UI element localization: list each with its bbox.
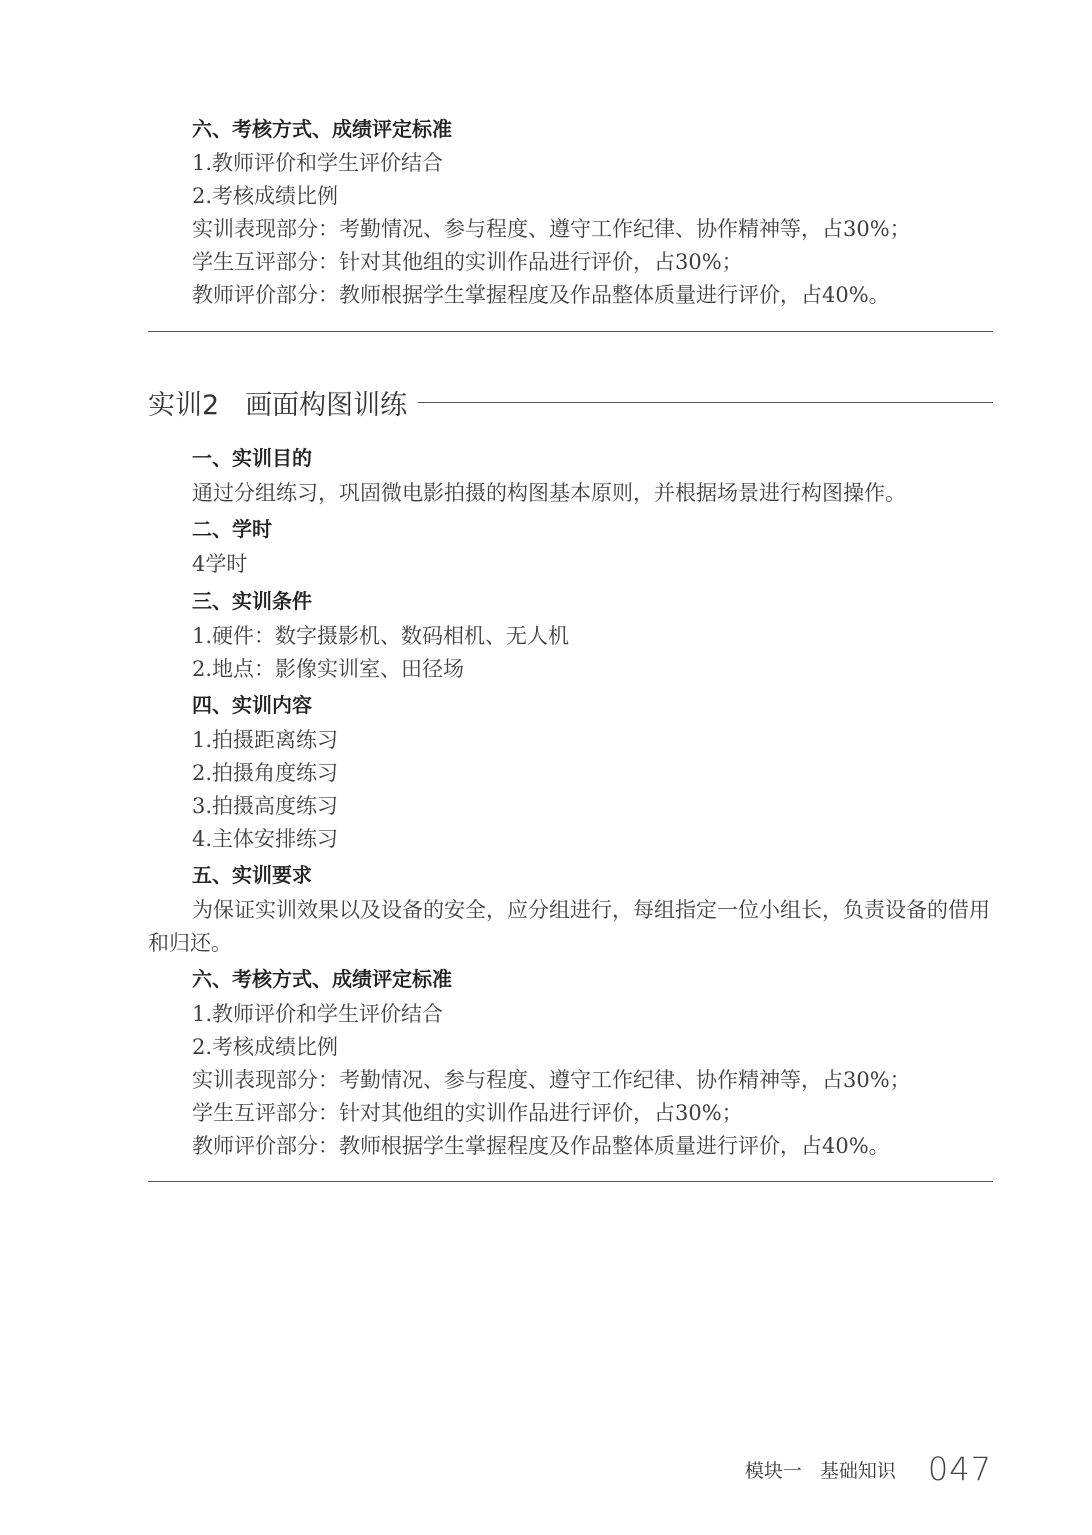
section-title [148,382,407,422]
content-line: 2.拍摄角度练习 [192,761,339,785]
assessment-line: 实训表现部分：考勤情况、参与程度、遵守工作纪律、协作精神等，占30%； [192,217,911,241]
content-line: 1.拍摄距离练习 [192,728,339,752]
conditions-heading: 三、实训条件 [192,589,312,613]
hours-heading: 二、学时 [192,517,272,541]
title-rule [418,402,993,403]
assessment-line: 1.教师评价和学生评价结合 [192,1002,444,1026]
objective-text: 通过分组练习，巩固微电影拍摄的构图基本原则，并根据场景进行构图操作。 [192,481,906,505]
page-number: 047 [927,1450,992,1488]
content-heading: 四、实训内容 [192,693,312,717]
footer-module: 模块一 [744,1459,802,1482]
objective-heading: 一、实训目的 [192,446,312,470]
assessment-heading: 六、考核方式、成绩评定标准 [192,967,452,991]
hours-text: 4学时 [192,552,248,576]
assessment-heading: 六、考核方式、成绩评定标准 [192,117,452,141]
assessment-line: 实训表现部分：考勤情况、参与程度、遵守工作纪律、协作精神等，占30%； [192,1068,911,1092]
requirements-text: 为保证实训效果以及设备的安全，应分组进行，每组指定一位小组长，负责设备的借用和归还。 [148,898,990,955]
content-line: 4.主体安排练习 [192,827,339,851]
assessment-line: 教师评价部分：教师根据学生掌握程度及作品整体质量进行评价，占40%。 [192,283,890,307]
assessment-line: 学生互评部分：针对其他组的实训作品进行评价，占30%； [192,1101,743,1125]
assessment-line: 2.考核成绩比例 [192,1035,339,1059]
section-number: 实训2 [148,389,220,421]
conditions-line: 1.硬件：数字摄影机、数码相机、无人机 [192,624,570,648]
assessment-line: 1.教师评价和学生评价结合 [192,151,444,175]
assessment-line: 教师评价部分：教师根据学生掌握程度及作品整体质量进行评价，占40%。 [192,1134,890,1158]
section-divider [148,1181,993,1182]
assessment-line: 2.考核成绩比例 [192,184,339,208]
section-name: 画面构图训练 [245,389,408,421]
page-footer [745,1450,992,1488]
section-divider [148,331,993,332]
assessment-line: 学生互评部分：针对其他组的实训作品进行评价，占30%； [192,250,743,274]
conditions-line: 2.地点：影像实训室、田径场 [192,657,465,681]
content-line: 3.拍摄高度练习 [192,794,339,818]
footer-part: 基础知识 [819,1459,896,1482]
requirements-heading: 五、实训要求 [192,863,312,887]
